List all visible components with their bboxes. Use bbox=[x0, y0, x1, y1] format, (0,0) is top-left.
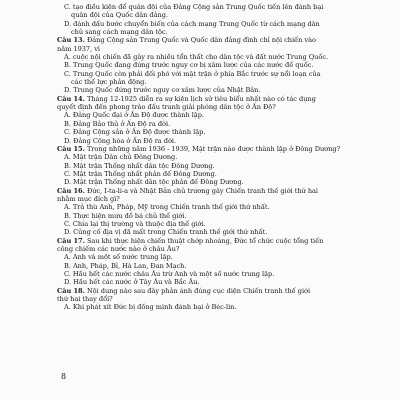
question-line: Câu 14. Tháng 12-1925 diễn ra sự kiện lịch sử tiêu biểu nhất nào có tác dụng bbox=[57, 94, 316, 103]
text-line: B. Trung Quốc đang đứng trước nguy cơ bị xâm lược của các nước đế quốc. bbox=[64, 61, 314, 70]
question-number: Câu 14. bbox=[57, 94, 85, 103]
text-line: B. Anh, Pháp, Bỉ, Hà Lan, Đan Mạch. bbox=[64, 261, 187, 270]
question-line: Câu 15. Trong những năm 1936 - 1939, Mặt trận nào được thành lập ở Đông Dương? bbox=[57, 144, 341, 153]
text-line: các thế lực phản động. bbox=[71, 78, 147, 87]
text-line: C. Mặt trận Thống nhất phản đế Đông Dương. bbox=[64, 169, 217, 178]
text-line: A. Trả thù Anh, Pháp, Mỹ trong Chiến tranh thế giới thứ nhất. bbox=[64, 203, 270, 212]
text-line: C. Chia lại thị trường và thuộc địa thế giới. bbox=[64, 219, 206, 228]
question-line: Câu 18. Nội dung nào sau đây phản ánh đúng cục diện Chiến tranh thế giới bbox=[57, 286, 311, 295]
question-number: Câu 16. bbox=[57, 186, 85, 195]
text-line: D. Đảng Cộng hòa ở Ấn Độ ra đời. bbox=[64, 136, 177, 145]
text-line: A. cuộc nội chiến đã gây ra nhiều tổn thất cho dân tộc và đất nước Trung Quốc. bbox=[64, 53, 329, 62]
text-line: nhằm mục đích gì? bbox=[57, 194, 120, 203]
text-line: D. Mặt trận Thống nhất dân tộc phản đế Đông Dương. bbox=[64, 178, 244, 187]
text-line: công chiếm các nước nào ở châu Âu? bbox=[57, 244, 180, 253]
text-line: D. Củng cố địa vị đã mất trong Chiến tranh thế giới thứ nhất. bbox=[64, 228, 268, 237]
text-line: C. Hầu hết các nước châu Âu trừ Anh và một số nước trung lập. bbox=[64, 270, 275, 278]
question-number: Câu 17. bbox=[57, 236, 85, 245]
text-line: chủ sang cách mạng dân tộc. bbox=[71, 28, 168, 37]
question-number: Câu 18. bbox=[57, 286, 85, 295]
question-line: Câu 13. Đảng Cộng sản Trung Quốc và Quốc dân đảng đình chỉ nội chiến vào bbox=[57, 36, 316, 45]
text-line: A. Mặt trận Dân chủ Đông Dương. bbox=[64, 153, 178, 162]
question-line: Câu 16. Đức, I-ta-li-a và Nhật Bản chủ trương gây Chiến tranh thế giới thứ hai bbox=[57, 186, 319, 195]
text-line: A. Đảng Quốc đại ở Ấn Độ được thành lập. bbox=[64, 111, 204, 120]
question-line: Câu 17. Sau khi thực hiện chiến thuật chớp nhoáng, Đức tổ chức cuộc tổng tiến bbox=[57, 236, 324, 245]
page-number: 8 bbox=[61, 372, 67, 381]
text-line: thứ hai thay đổi? bbox=[57, 295, 113, 304]
text-line: C. tạo điều kiện để quân đội của Đảng Cộng sản Trung Quốc tiến lên đánh bại bbox=[64, 3, 324, 11]
text-line: B. Mặt trận Thống nhất dân tộc Đông Dương. bbox=[64, 161, 215, 170]
text-line: B. Đảng Bảo thủ ở Ấn Độ ra đời. bbox=[64, 119, 171, 128]
question-number: Câu 15. bbox=[57, 144, 85, 153]
text-line: D. Trung Quốc đứng trước nguy cơ xâm lược của Nhật Bản. bbox=[64, 86, 261, 95]
text-line: D. đánh dấu bước chuyển biến của cách mạng Trung Quốc từ cách mạng dân bbox=[64, 19, 320, 28]
text-line: C. Trung Quốc còn phải đối phó với mặt trận ở phía Bắc trước sự nổi loạn của bbox=[64, 69, 321, 78]
text-line: C. Đảng Cộng sản ở Ấn Độ được thành lập. bbox=[64, 128, 206, 137]
question-number: Câu 13. bbox=[57, 36, 85, 45]
question-text-block bbox=[57, 3, 357, 312]
text-line: D. Hầu hết các nước ở Tây Âu và Bắc Âu. bbox=[64, 278, 200, 287]
text-line: năm 1937, vì bbox=[57, 44, 100, 53]
text-line: quân đội của Quốc dân đảng. bbox=[71, 11, 168, 20]
text-line: A. Khi phát xít Đức bị đồng minh đánh bại ở Béc-lin. bbox=[64, 303, 237, 312]
text-line: quyết định đến phong trào đấu tranh giải phóng dân tộc ở Ấn Độ? bbox=[57, 103, 276, 112]
text-line: A. Anh và một số nước trung lập. bbox=[64, 253, 173, 262]
text-line: B. Thực hiện mưu đồ bá chủ thế giới. bbox=[64, 211, 187, 220]
